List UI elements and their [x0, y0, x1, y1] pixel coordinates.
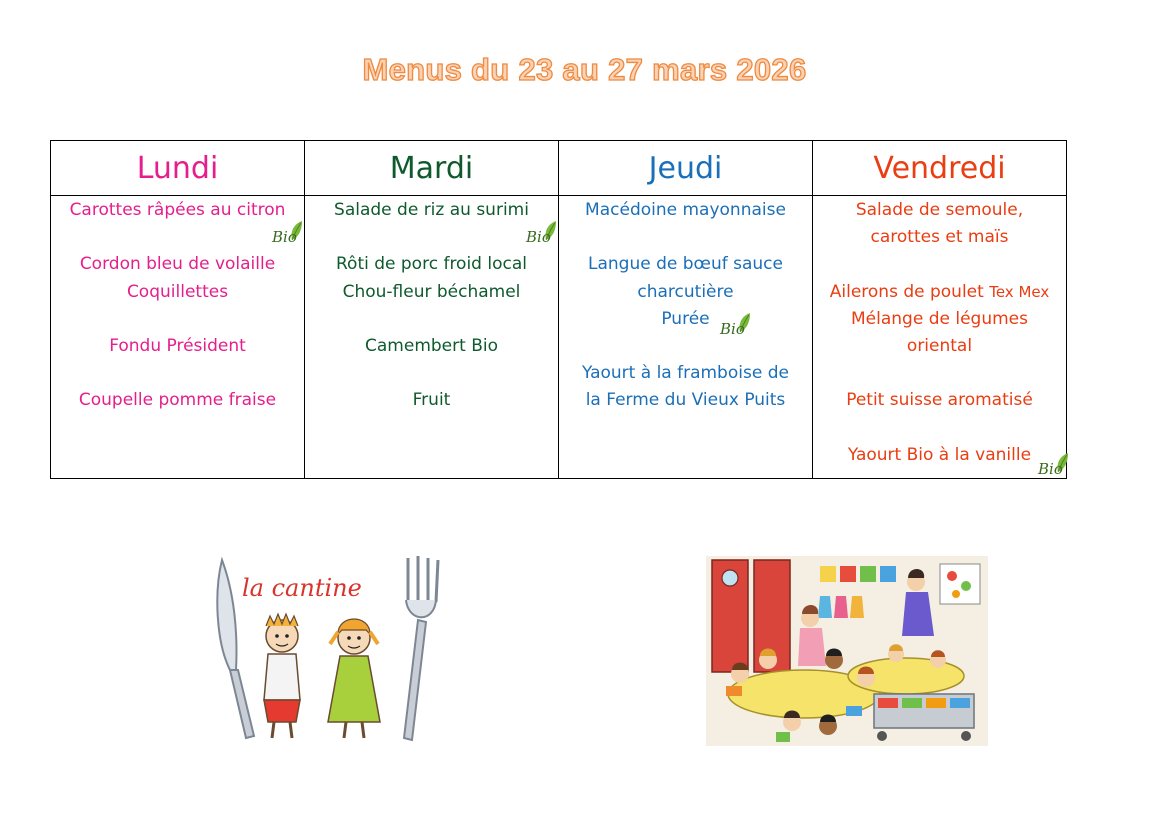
menu-item: Yaourt Bio à la vanille — [847, 444, 1032, 465]
menu-spacer — [305, 360, 558, 387]
day-header-vendredi: Vendredi — [813, 141, 1067, 196]
menu-item: la Ferme du Vieux Puits — [585, 390, 786, 411]
menu-table — [50, 140, 1067, 479]
menu-spacer — [51, 224, 304, 251]
menu-spacer — [813, 360, 1066, 387]
cantine-illustration — [212, 552, 448, 746]
day-header-jeudi: Jeudi — [559, 141, 813, 196]
menu-item: Mélange de légumes — [851, 308, 1028, 329]
child-figure — [328, 619, 380, 738]
menu-item: Rôti de porc froid local — [336, 254, 527, 275]
menu-spacer — [813, 415, 1066, 442]
menu-item: Petit suisse aromatisé — [846, 390, 1033, 411]
bio-leaf-icon — [524, 218, 558, 248]
bio-label: Bio — [720, 320, 745, 338]
bio-leaf-icon — [270, 218, 304, 248]
menu-cell-vendredi — [813, 196, 1067, 479]
menu-item: carottes et maïs — [870, 227, 1009, 248]
menu-item: Chou-fleur béchamel — [342, 281, 521, 302]
menu-item: Langue de bœuf sauce — [588, 254, 783, 275]
menu-item: Macédoine mayonnaise — [585, 200, 786, 220]
bio-label: Bio — [526, 228, 551, 246]
menu-item: Fruit — [412, 390, 451, 411]
menu-item: Yaourt à la framboise de — [582, 363, 789, 384]
menu-item: oriental — [906, 335, 973, 356]
menu-spacer — [51, 306, 304, 333]
menu-spacer — [559, 224, 812, 251]
header-row — [51, 141, 1067, 196]
day-header-mardi: Mardi — [305, 141, 559, 196]
canteen-scene-illustration — [706, 556, 988, 746]
menu-spacer — [813, 251, 1066, 278]
menu-cell-lundi — [51, 196, 305, 479]
menu-spacer — [559, 333, 812, 360]
bio-label: Bio — [1038, 460, 1063, 478]
page-title: Menus du 23 au 27 mars 2026 — [362, 52, 807, 87]
menu-row — [51, 196, 1067, 479]
menu-spacer — [305, 224, 558, 251]
cantine-label: la cantine — [242, 574, 362, 602]
bio-leaf-icon — [1036, 450, 1070, 480]
day-header-lundi: Lundi — [51, 141, 305, 196]
menu-spacer — [51, 360, 304, 387]
menu-item: Purée — [661, 308, 710, 329]
menu-item: Carottes râpées au citron — [69, 200, 286, 220]
fork-icon — [404, 556, 438, 740]
menu-item-note: Tex Mex — [989, 282, 1050, 301]
menu-item: Cordon bleu de volaille — [79, 254, 276, 275]
menu-item-text: Ailerons de poulet — [829, 281, 984, 302]
menu-item: Fondu Président — [109, 335, 246, 356]
menu-item: Salade de riz au surimi — [334, 200, 529, 220]
menu-item: Coquillettes — [126, 281, 229, 302]
menu-item — [813, 279, 1066, 306]
bio-leaf-icon — [718, 310, 752, 340]
child-figure — [264, 614, 300, 738]
menu-cell-jeudi — [559, 196, 813, 479]
menu-spacer — [305, 306, 558, 333]
menu-item: Camembert Bio — [365, 335, 498, 356]
menu-item: Salade de semoule, — [855, 200, 1024, 220]
menu-item: Coupelle pomme fraise — [78, 390, 277, 411]
menu-cell-mardi — [305, 196, 559, 479]
menu-item: charcutière — [637, 281, 734, 302]
bio-label: Bio — [272, 228, 297, 246]
